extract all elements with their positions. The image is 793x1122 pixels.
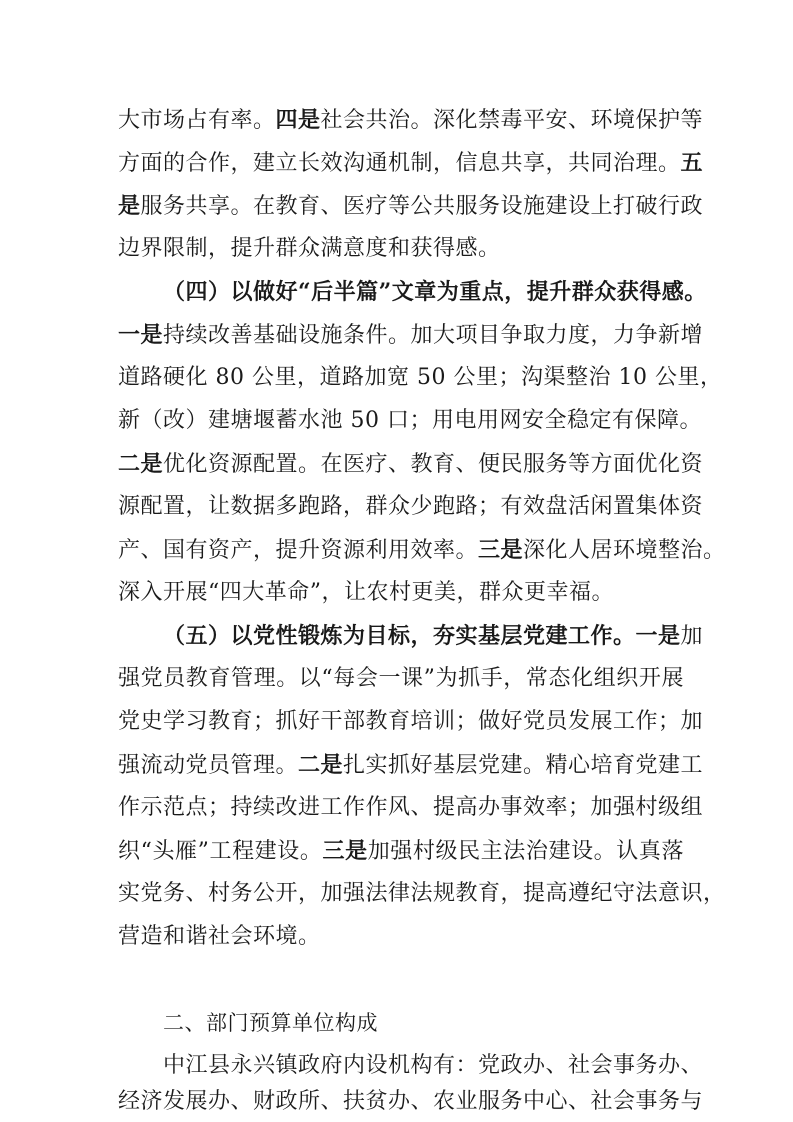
text-line <box>118 530 726 570</box>
paragraph-heading <box>163 272 707 312</box>
text-run: 强党员教育管理。以“每会一课”为抓手，常态化组织开展 <box>118 666 684 691</box>
text-run: 营造和谐社会环境。 <box>118 924 321 949</box>
text-run: 社会共治。深化禁毒平安、环境保护等 <box>320 108 704 133</box>
text-line <box>118 874 726 914</box>
text-line <box>118 186 704 226</box>
text-run: 深化人居环境整治。 <box>523 538 726 563</box>
text-line <box>163 1046 704 1086</box>
text-line <box>118 573 684 613</box>
text-line <box>118 831 684 871</box>
text-run: 实党务、村务公开，加强法律法规教育，提高遵纪守法意识， <box>118 881 726 906</box>
bold-run: 二是 <box>118 451 164 477</box>
text-line <box>118 315 704 355</box>
text-line <box>118 702 704 742</box>
text-run: 经济发展办、财政所、扶贫办、农业服务中心、社会事务与 <box>118 1089 704 1114</box>
section-heading: 二、部门预算单位构成 <box>163 1011 378 1035</box>
bold-run: 一是 <box>118 322 164 348</box>
text-line <box>118 788 704 828</box>
text-run: 扎实抓好基层党建。精心培育党建工 <box>343 753 704 778</box>
text-run: 深入开展“四大革命”，让农村更美，群众更幸福。 <box>118 580 614 605</box>
bold-run: 五 <box>680 150 704 176</box>
text-run: 优化资源配置。在医疗、教育、便民服务等方面优化资 <box>163 452 704 477</box>
text-run: 加 <box>680 624 704 649</box>
text-run: 新（改）建塘堰蓄水池 50 口；用电用网安全稳定有保障。 <box>118 408 702 433</box>
text-line <box>118 487 704 527</box>
bold-run: 三是 <box>478 537 524 563</box>
bold-run: （五）以党性锻炼为目标，夯实基层党建工作。 <box>163 623 636 649</box>
text-line <box>118 143 704 183</box>
bold-run: 是 <box>118 193 141 219</box>
text-run: 大市场占有率。 <box>118 108 276 133</box>
text-run: 作示范点；持续改进工作作风、提高办事效率；加强村级组 <box>118 795 704 820</box>
text-line <box>118 229 684 269</box>
text-run: 加强村级民主法治建设。认真落 <box>367 839 684 864</box>
text-line <box>118 100 704 140</box>
text-run: 源配置，让数据多跑路，群众少跑路；有效盘活闲置集体资 <box>118 494 704 519</box>
text-run: 方面的合作，建立长效沟通机制，信息共享，共同治理。 <box>118 151 681 176</box>
bold-run: 三是 <box>322 838 368 864</box>
text-run: 产、国有资产，提升资源利用效率。 <box>118 538 479 563</box>
text-line <box>118 401 702 441</box>
bold-run: 一是 <box>635 623 681 649</box>
text-line <box>118 745 704 785</box>
bold-run: 二是 <box>298 752 344 778</box>
text-line <box>118 659 684 699</box>
text-line <box>118 917 684 957</box>
text-run: 中江县永兴镇政府内设机构有：党政办、社会事务办、 <box>163 1053 704 1078</box>
paragraph-heading <box>163 616 704 656</box>
text-run: 织“头雁”工程建设。 <box>118 839 323 864</box>
text-line <box>118 444 704 484</box>
text-run: 持续改善基础设施条件。加大项目争取力度，力争新增 <box>163 323 704 348</box>
text-run: 边界限制，提升群众满意度和获得感。 <box>118 236 501 261</box>
text-run: 服务共享。在教育、医疗等公共服务设施建设上打破行政 <box>140 194 704 219</box>
bold-run: （四）以做好“后半篇”文章为重点，提升群众获得感。 <box>163 279 707 305</box>
text-run: 道路硬化 80 公里，道路加宽 50 公里；沟渠整治 10 公里， <box>118 365 723 390</box>
text-run: 党史学习教育；抓好干部教育培训；做好党员发展工作；加 <box>118 709 704 734</box>
text-line <box>118 1082 704 1122</box>
bold-run: 四是 <box>275 107 321 133</box>
text-line <box>118 358 723 398</box>
text-run: 强流动党员管理。 <box>118 753 299 778</box>
